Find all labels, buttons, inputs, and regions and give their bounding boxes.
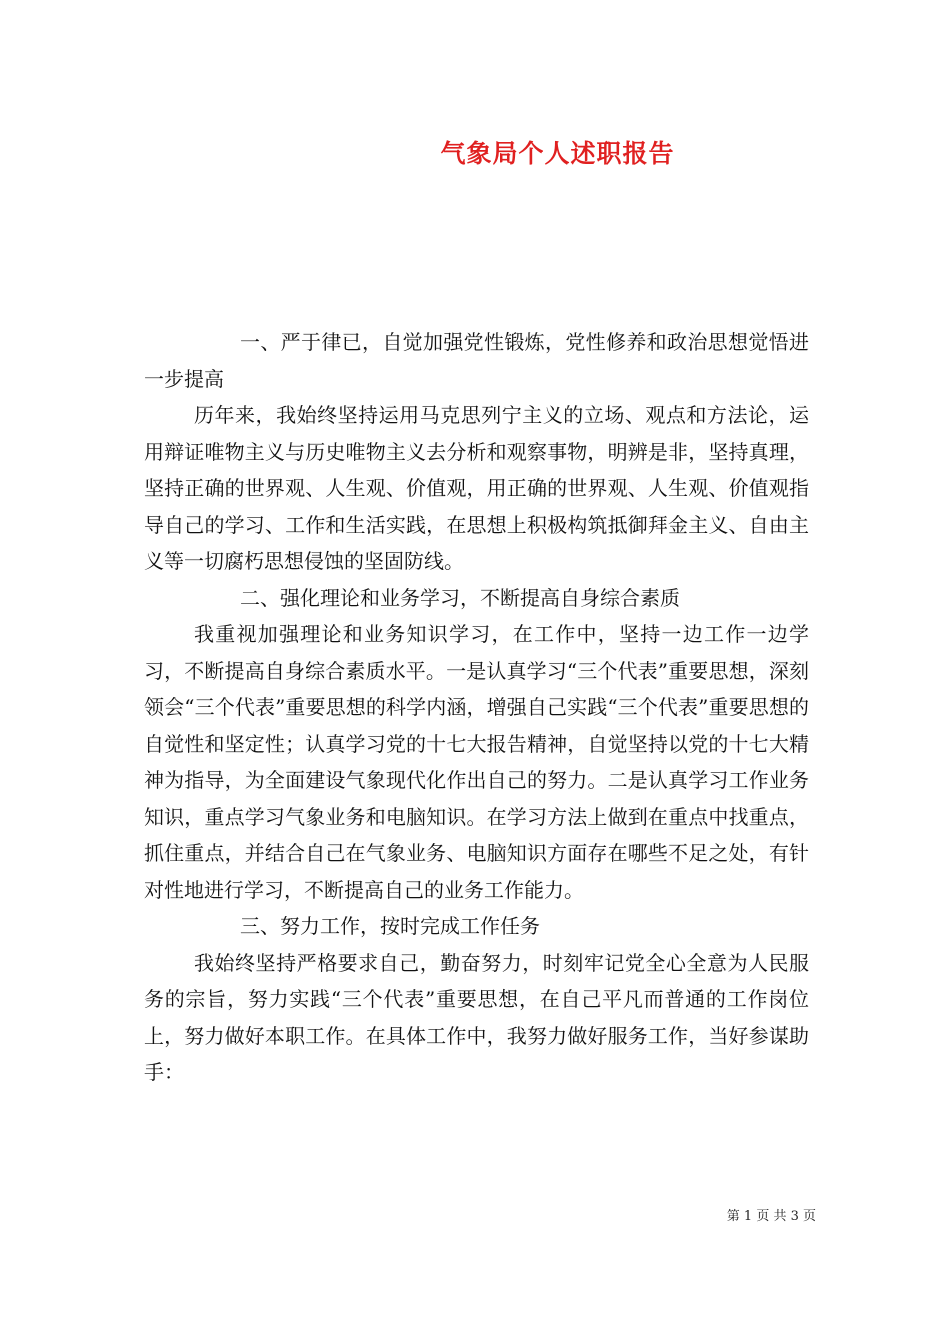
document-body	[144, 324, 809, 1091]
page-number: 第 1 页 共 3 页	[726, 1209, 816, 1224]
paragraph-2: 我重视加强理论和业务知识学习，在工作中，坚持一边工作一边学习，不断提高自身综合素质水平。一是认真学习“三个代表”重要思想，深刻领会“三个代表”重要思想的科学内涵，增强自己实践“三个代表”重要思想的自觉性和坚定性；认真学习党的十七大报告精神，自觉坚持以党的十七大精神为指导，为全面建设气象现代化作出自己的努力。二是认真学习工作业务知识，重点学习气象业务和电脑知识。在学习方法上做到在重点中找重点，抓住重点，并结合自己在气象业务、电脑知识方面存在哪些不足之处，有针对性地进行学习，不断提高自己的业务工作能力。	[144, 622, 809, 902]
section-heading-3: 三、努力工作，按时完成工作任务	[240, 914, 540, 938]
document-title: 气象局个人述职报告	[440, 139, 675, 168]
paragraph-3: 我始终坚持严格要求自己，勤奋努力，时刻牢记党全心全意为人民服务的宗旨，努力实践“三个代表”重要思想，在自己平凡而普通的工作岗位上，努力做好本职工作。在具体工作中，我努力做好服务工作，当好参谋助手：	[144, 950, 809, 1084]
section-heading-2: 二、强化理论和业务学习，不断提高自身综合素质	[240, 585, 680, 610]
paragraph-1: 历年来，我始终坚持运用马克思列宁主义的立场、观点和方法论，运用辩证唯物主义与历史唯物主义去分析和观察事物，明辨是非，坚持真理，坚持正确的世界观、人生观、价值观，用正确的世界观、人生观、价值观指导自己的学习、工作和生活实践，在思想上积极构筑抵御拜金主义、自由主义等一切腐朽思想侵蚀的坚固防线。	[144, 403, 809, 573]
section-heading-1: 一、严于律已，自觉加强党性锻炼，党性修养和政治思想觉悟进一步提高	[144, 330, 809, 391]
